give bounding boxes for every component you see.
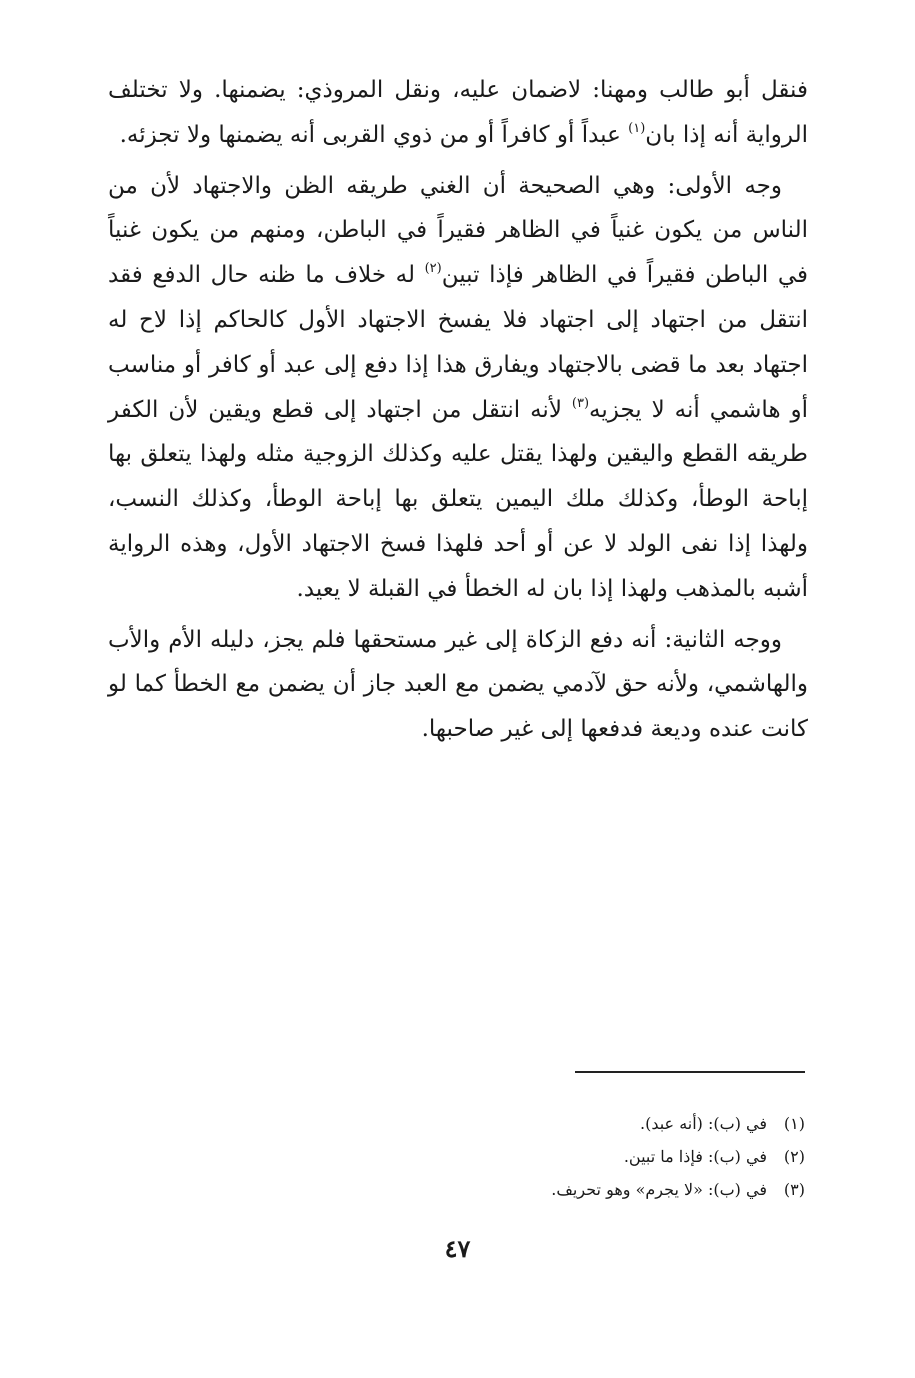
- paragraph-3-text: ووجه الثانية: أنه دفع الزكاة إلى غير مستحقها فلم يجز، دليله الأم والأب والهاشمي، ولأنه حق لآدمي يضمن مع العبد جاز أن يضمن مع الخطأ كما لو كانت عنده وديعة فدفعها إلى غير صاحبها.: [108, 626, 808, 743]
- footnote-ref-2: (٢): [424, 261, 442, 277]
- footnote-2: [300, 1140, 805, 1173]
- paragraph-2-text-c: لأنه انتقل من اجتهاد إلى قطع ويقين لأن الكفر طريقه القطع واليقين ولهذا يقتل عليه وكذلك الزوجية مثله ولهذا يتعلق بها إباحة الوطأ، وكذلك ملك اليمين يتعلق بها إباحة الوطأ، وكذلك النسب، ولهذا إذا نفى الولد لا عن أو أحد فلهذا فسخ الاجتهاد الأول، وهذه الرواية أشبه بالمذهب ولهذا إذا بان له الخطأ في القبلة لا يعيد.: [108, 396, 808, 602]
- paragraph-1-text-a: فنقل أبو طالب ومهنا: لاضمان عليه، ونقل المروذي: يضمنها. ولا تختلف الرواية أنه إذا بان: [108, 77, 808, 148]
- footnote-divider: [575, 1071, 805, 1073]
- footnote-text: في (ب): (أنه عبد).: [640, 1114, 767, 1133]
- paragraph-1-text-b: عبداً أو كافراً أو من ذوي القربى أنه يضمنها ولا تجزئه.: [119, 121, 629, 148]
- paragraph-2: [108, 164, 808, 612]
- footnote-text: في (ب): فإذا ما تبين.: [623, 1147, 767, 1166]
- footnote-ref-1: (١): [628, 120, 646, 136]
- paragraph-2-text-a: وجه الأولى: وهي الصحيحة أن الغني طريقه الظن والاجتهاد لأن من الناس من يكون غنياً في الظاهر فقيراً في الباطن، ومنهم من يكون غنياً في الباطن فقيراً في الظاهر فإذا تبين: [108, 172, 808, 289]
- footnote-text: في (ب): «لا يجرم» وهو تحريف.: [551, 1180, 767, 1199]
- footnotes-list: [300, 1107, 805, 1206]
- paragraph-1: [108, 68, 808, 158]
- paragraph-2-text-b: له خلاف ما ظنه حال الدفع فقد انتقل من اجتهاد إلى اجتهاد فلا يفسخ الاجتهاد الأول كالحاكم إذا لاح له اجتهاد بعد ما قضى بالاجتهاد ويفارق هذا إذا دفع إلى عبد أو كافر أو مناسب أو هاشمي أنه لا يجزيه: [108, 262, 808, 423]
- footnote-1: [300, 1107, 805, 1140]
- footnote-3: [300, 1173, 805, 1206]
- footnote-ref-3: (٣): [571, 395, 590, 411]
- main-text: [108, 68, 808, 758]
- paragraph-3: [108, 618, 808, 752]
- footnote-number: (٣): [783, 1180, 805, 1199]
- page-number: ٤٧: [444, 1234, 471, 1263]
- footnote-number: (١): [783, 1114, 805, 1133]
- footnote-number: (٢): [783, 1147, 805, 1166]
